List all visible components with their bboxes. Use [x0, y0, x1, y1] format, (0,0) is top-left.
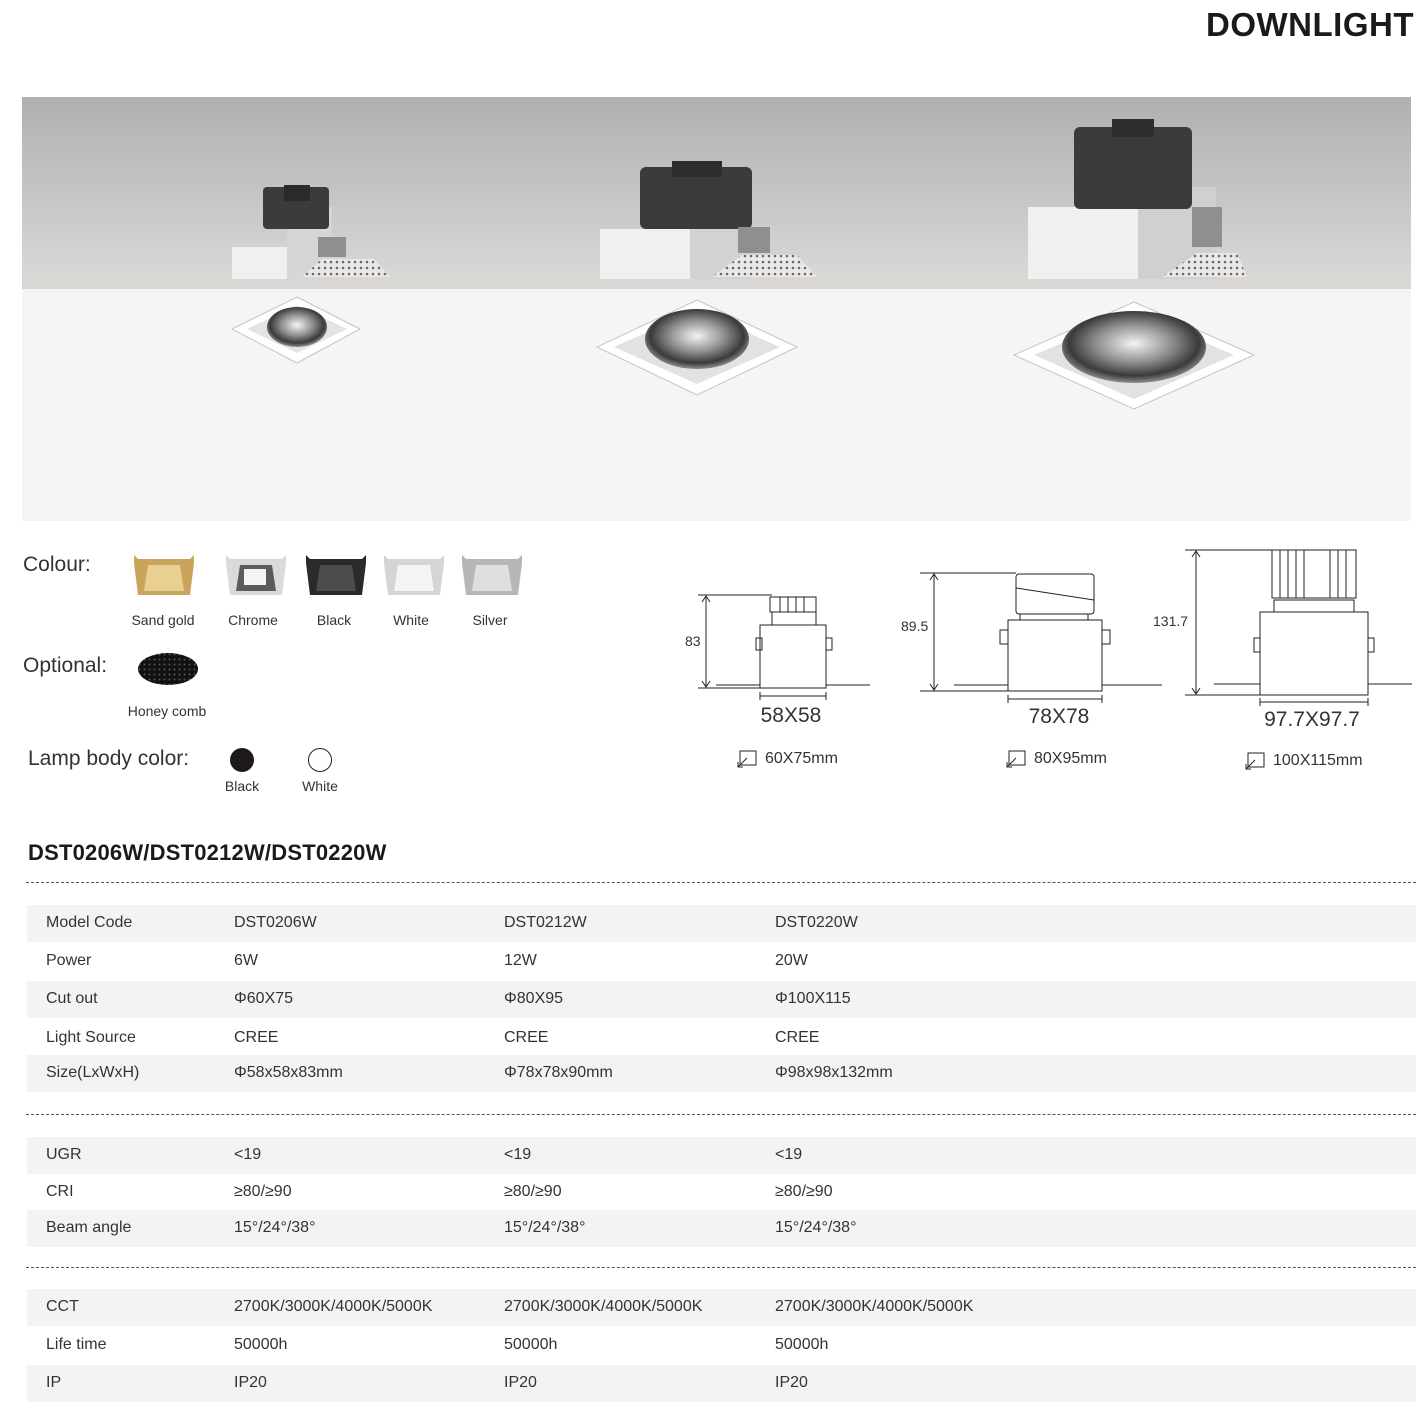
- drawing-small: [698, 595, 870, 700]
- table-row: [27, 1210, 1416, 1247]
- row-value: Φ60X75: [234, 990, 294, 1007]
- row-value: IP20: [775, 1374, 808, 1391]
- row-value: CREE: [775, 1029, 820, 1046]
- row-label: IP: [46, 1374, 62, 1391]
- row-value: Φ100X115: [775, 990, 851, 1007]
- height-label: 83: [685, 633, 701, 649]
- swatch-caption: White: [393, 612, 429, 628]
- row-value: 50000h: [504, 1336, 558, 1353]
- row-value: 2700K/3000K/4000K/5000K: [504, 1298, 703, 1315]
- cutout-icon: [1245, 752, 1265, 770]
- cutout-size: [737, 750, 838, 768]
- table-row: [27, 981, 1416, 1018]
- row-label: CRI: [46, 1183, 74, 1200]
- row-value: IP20: [504, 1374, 537, 1391]
- row-value: <19: [234, 1146, 262, 1163]
- hero-product-image: [22, 97, 1411, 521]
- divider: [26, 1267, 1416, 1268]
- lamp-body-caption: White: [302, 778, 338, 794]
- row-label: CCT: [46, 1298, 79, 1315]
- row-value: 2700K/3000K/4000K/5000K: [234, 1298, 433, 1315]
- table-row: [27, 1174, 1416, 1211]
- swatch-black[interactable]: [306, 555, 366, 595]
- row-value: <19: [504, 1146, 532, 1163]
- cutout-icon: [1006, 750, 1026, 768]
- colour-swatches: [134, 555, 522, 599]
- cutout-label: 60X75mm: [765, 750, 838, 767]
- swatch-silver[interactable]: [462, 555, 522, 595]
- row-label: Life time: [46, 1336, 107, 1353]
- row-value: 6W: [234, 952, 258, 969]
- optional-label: Optional:: [23, 654, 108, 677]
- table-row: [27, 905, 1416, 942]
- row-value: Φ80X95: [504, 990, 564, 1007]
- row-value: Φ98x98x132mm: [775, 1064, 893, 1081]
- drawing-medium: [920, 573, 1162, 703]
- row-value: 50000h: [234, 1336, 288, 1353]
- row-value: ≥80/≥90: [234, 1183, 292, 1200]
- page-title: DOWNLIGHT: [1206, 6, 1414, 43]
- row-label: Cut out: [46, 990, 98, 1007]
- table-row: [27, 1055, 1416, 1092]
- table-row: [27, 1137, 1416, 1174]
- table-row: [27, 1289, 1416, 1326]
- row-value: DST0206W: [234, 914, 317, 931]
- swatch-caption: Black: [316, 612, 352, 628]
- table-row: [27, 943, 1416, 980]
- cutout-label: 100X115mm: [1273, 752, 1363, 769]
- lamp-body-black-dot[interactable]: [228, 746, 256, 774]
- swatch-sand-gold[interactable]: [134, 555, 194, 595]
- row-value: 15°/24°/38°: [504, 1219, 586, 1236]
- colour-label: Colour:: [23, 553, 91, 576]
- honeycomb-caption: Honey comb: [127, 703, 207, 719]
- size-label: 58X58: [760, 704, 822, 727]
- cutout-size: [1006, 750, 1107, 768]
- height-label: 89.5: [901, 618, 929, 634]
- cutout-label: 80X95mm: [1034, 750, 1107, 767]
- lamp-body-label: Lamp body color:: [28, 747, 190, 770]
- row-value: ≥80/≥90: [775, 1183, 833, 1200]
- table-row: [27, 1020, 1416, 1057]
- swatch-chrome[interactable]: [226, 555, 286, 595]
- row-value: 2700K/3000K/4000K/5000K: [775, 1298, 974, 1315]
- row-label: Model Code: [46, 914, 133, 931]
- cutout-icon: [737, 750, 757, 768]
- swatch-white[interactable]: [384, 555, 444, 595]
- series-title: DST0206W/DST0212W/DST0220W: [28, 840, 387, 865]
- row-value: 20W: [775, 952, 808, 969]
- row-value: 50000h: [775, 1336, 829, 1353]
- row-value: DST0220W: [775, 914, 858, 931]
- dimension-drawings: [680, 540, 1420, 720]
- drawing-large: [1185, 550, 1412, 706]
- row-value: CREE: [234, 1029, 279, 1046]
- table-row: [27, 1365, 1416, 1402]
- row-label: Power: [46, 952, 92, 969]
- swatch-caption: Chrome: [228, 612, 278, 628]
- lamp-body-caption: Black: [224, 778, 260, 794]
- height-label: 131.7: [1153, 613, 1189, 629]
- row-value: CREE: [504, 1029, 549, 1046]
- row-label: Light Source: [46, 1029, 136, 1046]
- row-value: ≥80/≥90: [504, 1183, 562, 1200]
- swatch-caption: Sand gold: [131, 612, 195, 628]
- row-value: 15°/24°/38°: [775, 1219, 857, 1236]
- lamp-body-white-dot[interactable]: [306, 746, 334, 774]
- row-value: DST0212W: [504, 914, 587, 931]
- size-label: 78X78: [1028, 705, 1090, 728]
- row-value: IP20: [234, 1374, 267, 1391]
- size-label: 97.7X97.7: [1264, 708, 1360, 731]
- row-value: <19: [775, 1146, 803, 1163]
- row-value: Φ78x78x90mm: [504, 1064, 613, 1081]
- row-value: 15°/24°/38°: [234, 1219, 316, 1236]
- row-value: Φ58x58x83mm: [234, 1064, 343, 1081]
- table-row: [27, 1327, 1416, 1364]
- row-label: Beam angle: [46, 1219, 132, 1236]
- row-label: UGR: [46, 1146, 82, 1163]
- row-label: Size(LxWxH): [46, 1064, 140, 1081]
- honeycomb-icon[interactable]: [137, 652, 199, 686]
- row-value: 12W: [504, 952, 537, 969]
- divider: [26, 882, 1416, 883]
- cutout-size: [1245, 752, 1363, 770]
- swatch-caption: Silver: [472, 612, 508, 628]
- divider: [26, 1114, 1416, 1115]
